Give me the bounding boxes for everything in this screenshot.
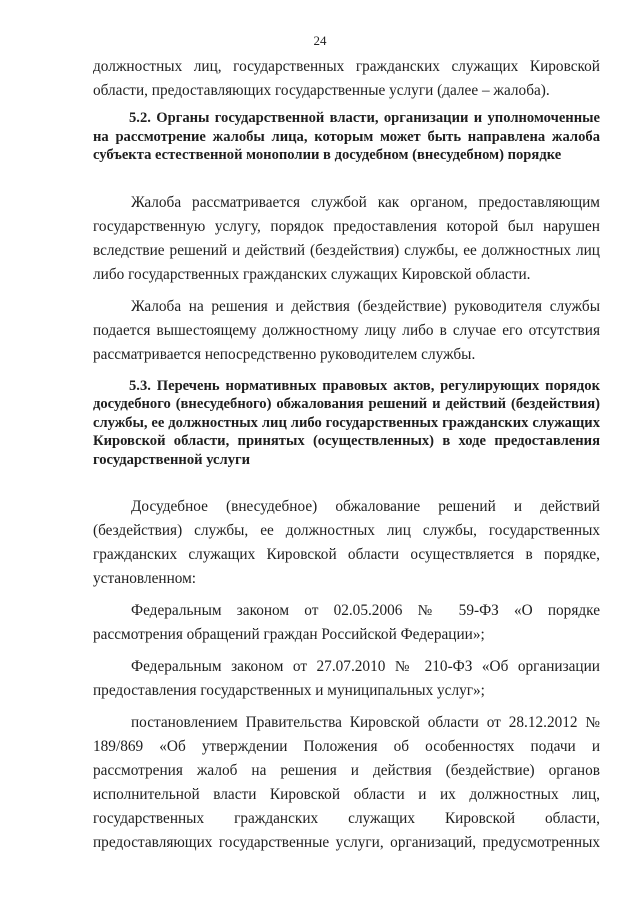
list-item-government-resolution: постановлением Правительства Кировской области от 28.12.2012 № 189/869 «Об утверждении Положения об особенностях подачи и рассмотрения жалоб на решения и действия (бездействие) органов исполнительной власти Кировской области и их должностных лиц, государственных гражданских служащих Кировской области, предоставляющих государственные услуги, организаций, предусмотренных [93, 714, 600, 851]
paragraph-pretrial-appeal: Досудебное (внесудебное) обжалование решений и действий (бездействия) службы, ее должностных лиц службы, государственных гражданских служащих Кировской области осуществляется в порядке, установленном: [93, 498, 600, 587]
list-item-law-59fz: Федеральным законом от 02.05.2006 № 59-ФЗ «О порядке рассмотрения обращений граждан Российской Федерации»; [93, 602, 600, 643]
paragraph-head-complaint: Жалоба на решения и действия (бездействие) руководителя службы подается вышестоящему должностному лицу либо в случае его отсутствия рассматривается непосредственно руководителем службы. [93, 297, 600, 363]
page-body [93, 55, 600, 855]
section-heading-5-3: 5.3. Перечень нормативных правовых актов, регулирующих порядок досудебного (внесудебного) обжалования решений и действий (бездействия) службы, ее должностных лиц либо государственных гражданских служащих Кировской области, принятых (осуществленных) в ходе предоставления государственной услуги [93, 377, 600, 468]
paragraph-complaint-review: Жалоба рассматривается службой как органом, предоставляющим государственную услугу, порядок предоставления которой был нарушен вследствие решений и действий (бездействия) службы, ее должностных лиц либо государственных гражданских служащих Кировской области. [93, 193, 600, 283]
list-item-law-210fz: Федеральным законом от 27.07.2010 № 210-ФЗ «Об организации предоставления государственных и муниципальных услуг»; [93, 658, 600, 699]
section-heading-5-2: 5.2. Органы государственной власти, организации и уполномоченные на рассмотрение жалобы лица, которым может быть направлена жалоба субъекта естественной монополии в досудебном (внесудебном) порядке [93, 110, 600, 163]
page-number: 24 [313, 33, 327, 48]
paragraph-continuation: должностных лиц, государственных гражданских служащих Кировской области, предоставляющих государственные услуги (далее – жалоба). [93, 58, 600, 99]
